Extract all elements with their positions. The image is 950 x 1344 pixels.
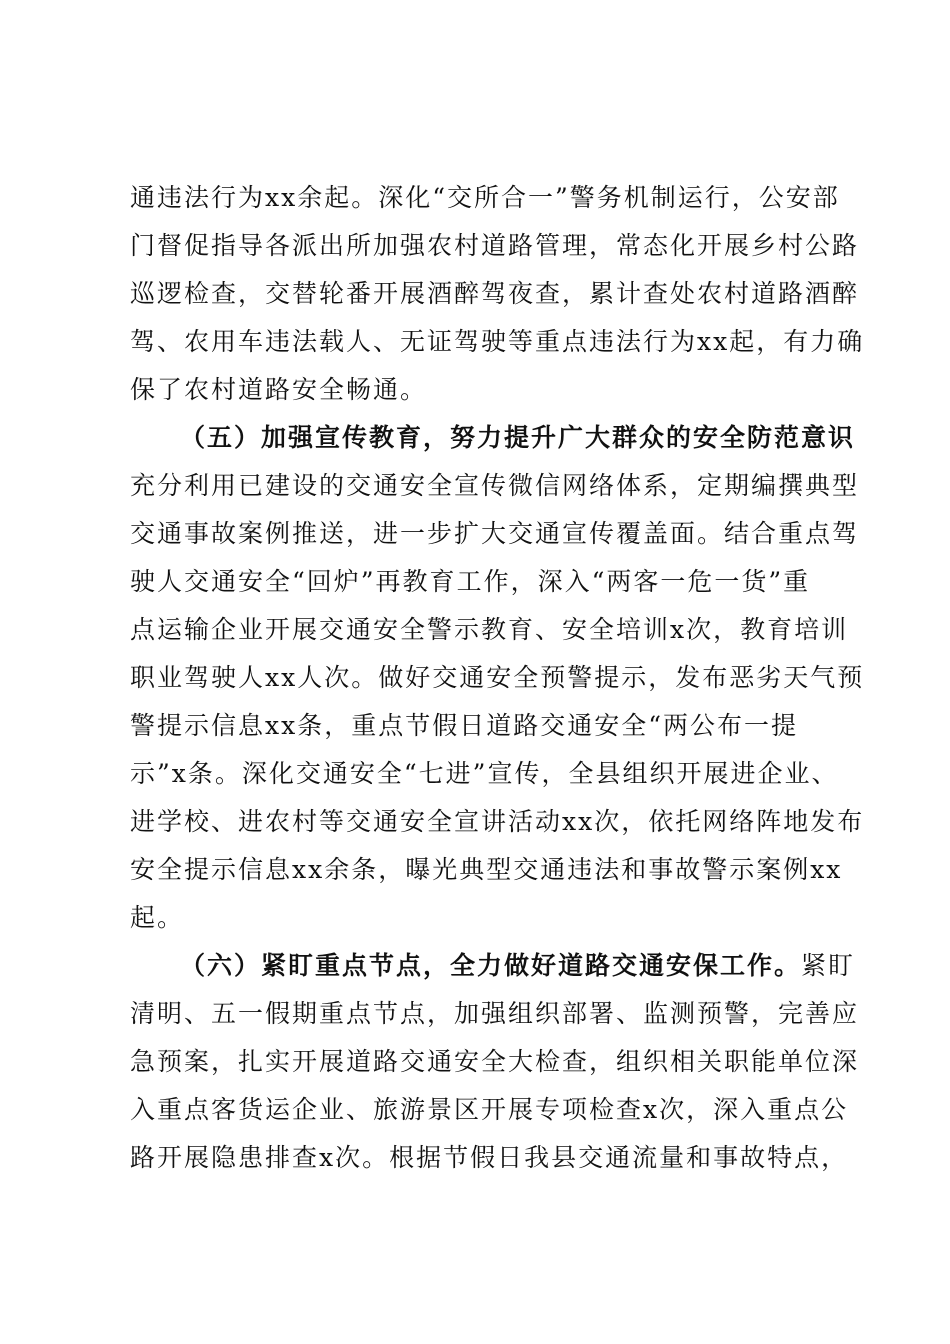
section-6-first-line [180,942,890,990]
paragraph-line: 警提示信息xx条，重点节假日道路交通安全“两公布一提 [130,711,798,740]
paragraph-line: 急预案，扎实开展道路交通安全大检查，组织相关职能单位深 [130,1047,860,1076]
paragraph-line: 示”x条。深化交通安全“七进”宣传，全县组织开展进企业、 [130,759,839,788]
paragraph-line: 进学校、进农村等交通安全宣讲活动xx次，依托网络阵地发布 [130,807,865,836]
paragraph-line: 点运输企业开展交通安全警示教育、安全培训x次，教育培训 [130,615,849,644]
section-6-heading: （六）紧盯重点节点，全力做好道路交通安保工作。 [180,951,802,980]
paragraph-line: 入重点客货运企业、旅游景区开展专项检查x次，深入重点公 [130,1095,849,1124]
paragraph-line: 驶人交通安全“回炉”再教育工作，深入“两客一危一货”重 [130,567,811,596]
section-5-heading: （五）加强宣传教育，努力提升广大群众的安全防范意识 [180,423,856,452]
paragraph-line: 充分利用已建设的交通安全宣传微信网络体系，定期编撰典型 [130,471,860,500]
paragraph-line: 职业驾驶人xx人次。做好交通安全预警提示，发布恶劣天气预 [130,663,865,692]
section-6-first-line-rest: 紧盯 [801,951,856,980]
paragraph-line: 安全提示信息xx余条，曝光典型交通违法和事故警示案例xx [130,855,843,884]
paragraph-line: 巡逻检查，交替轮番开展酒醉驾夜查，累计查处农村道路酒醉 [130,279,860,308]
paragraph-line: 通违法行为xx余起。深化“交所合一”警务机制运行，公安部 [130,183,840,212]
paragraph-line: 保了农村道路安全畅通。 [130,375,428,404]
paragraph-line: 清明、五一假期重点节点，加强组织部署、监测预警，完善应 [130,999,860,1028]
paragraph-line: 交通事故案例推送，进一步扩大交通宣传覆盖面。结合重点驾 [130,519,860,548]
paragraph-line: 驾、农用车违法载人、无证驾驶等重点违法行为xx起，有力确 [130,327,865,356]
paragraph-line: 起。 [130,903,185,932]
paragraph-line: 门督促指导各派出所加强农村道路管理，常态化开展乡村公路 [130,231,860,260]
paragraph-line: 路开展隐患排查x次。根据节假日我县交通流量和事故特点， [130,1143,849,1172]
